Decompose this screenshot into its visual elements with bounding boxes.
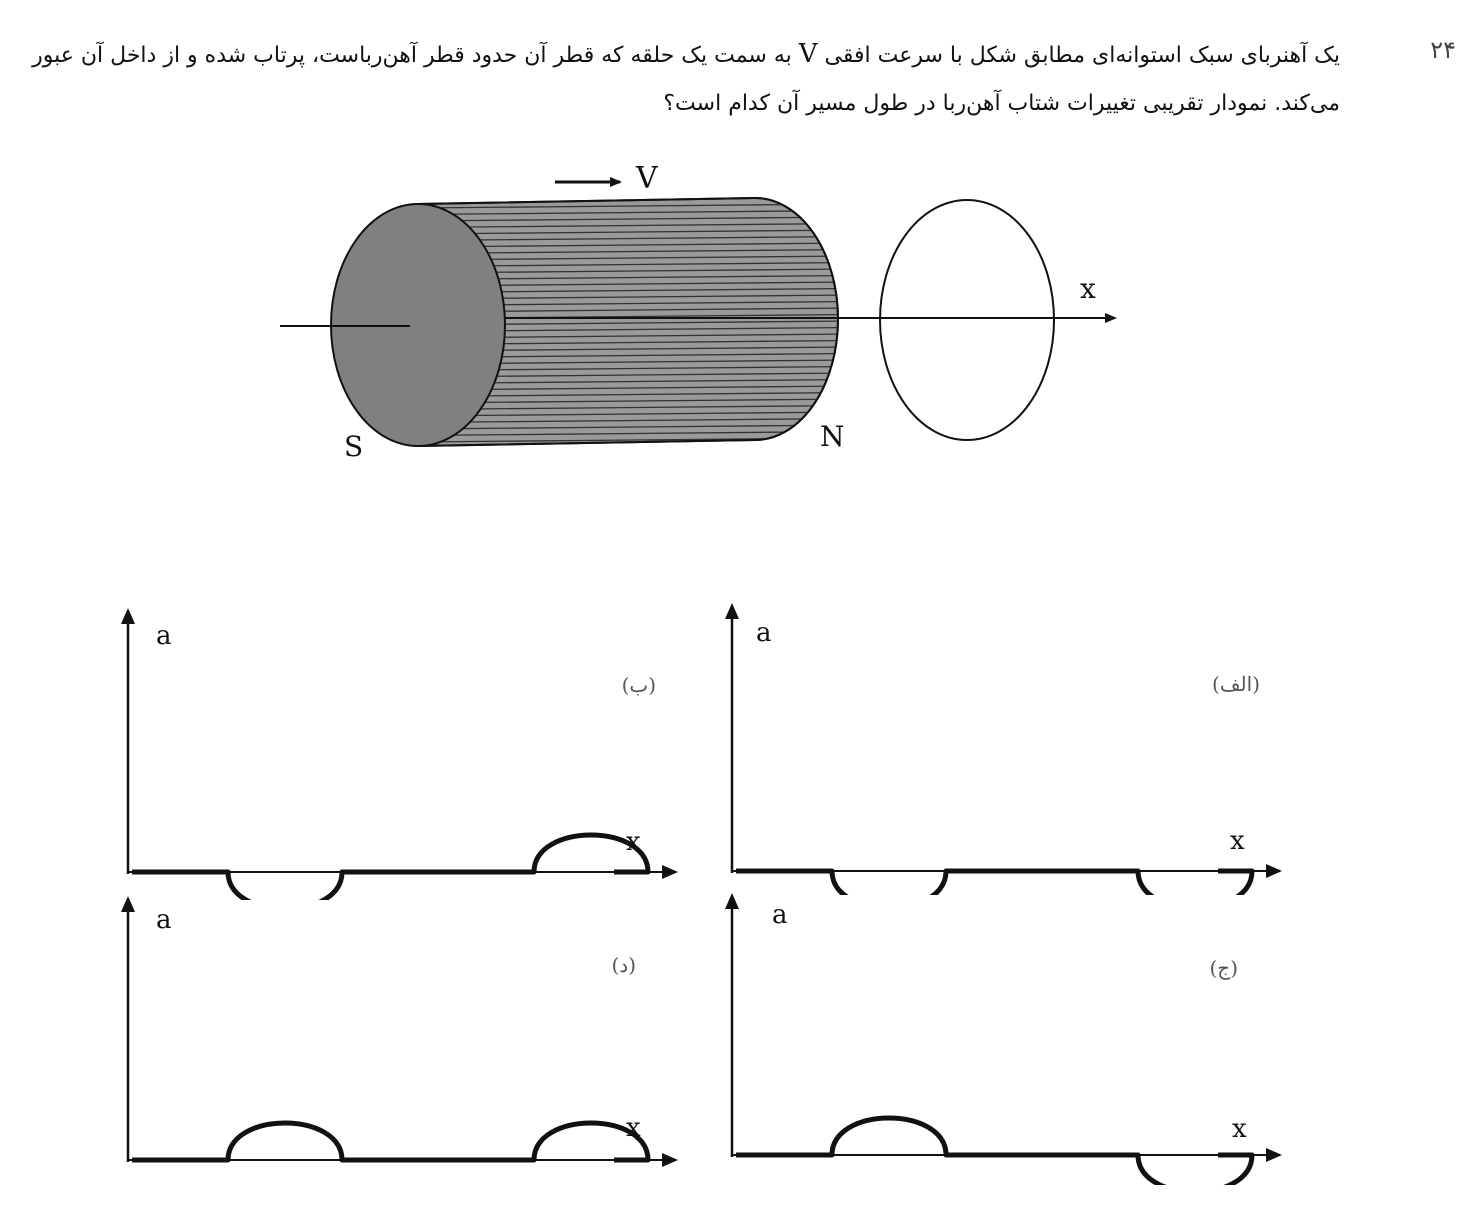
y-axis-arrow [725, 603, 739, 619]
y-axis-label: a [772, 900, 788, 930]
x-axis-label: x [1230, 826, 1245, 856]
acceleration-curve [132, 1123, 648, 1160]
option-dal-svg [116, 888, 706, 1188]
question-text [10, 30, 1340, 128]
conducting-ring [880, 200, 1054, 440]
option-be-svg [116, 600, 706, 900]
x-axis-label: x [626, 1113, 641, 1143]
velocity-label: V [636, 161, 658, 196]
y-axis-label: a [156, 621, 172, 651]
x-axis-label: x [1232, 1114, 1247, 1144]
x-axis-label: x [626, 827, 641, 857]
x-axis-arrow [1266, 864, 1282, 878]
x-axis-arrow [662, 865, 678, 879]
option-jim-graph[interactable] [720, 885, 1310, 1185]
question-text-part1: یک آهنربای سبک استوانه‌ای مطابق شکل با سرعت افقی [824, 43, 1340, 68]
option-label: (ب) [621, 673, 656, 697]
y-axis-label: a [156, 905, 172, 935]
option-be-graph[interactable] [116, 600, 706, 900]
y-axis-arrow [121, 608, 135, 624]
magnet-ring-figure [270, 150, 1140, 480]
velocity-symbol: V [798, 39, 818, 69]
x-axis-arrow [662, 1153, 678, 1167]
option-alef-graph[interactable] [720, 595, 1310, 895]
option-label: (الف) [1212, 672, 1260, 696]
x-axis-arrow [1266, 1148, 1282, 1162]
y-axis-arrow [121, 896, 135, 912]
y-axis-arrow [725, 893, 739, 909]
option-label: (د) [611, 953, 636, 977]
magnet-ring-diagram [270, 150, 1140, 480]
option-dal-graph[interactable] [116, 888, 706, 1188]
pole-label-north: N [820, 420, 845, 453]
option-jim-svg [720, 885, 1310, 1185]
axis-label-x: x [1080, 272, 1096, 305]
option-alef-svg [720, 595, 1310, 895]
y-axis-label: a [756, 618, 772, 648]
question-text-part2: به سمت یک حلقه که قطر آن حدود قطر آهن‌رباست، پرتاب شده و از داخل آن عبور می‌کند. نمودار تقریبی تغییرات شتاب آهن‌ربا در طول مسیر آن کدام است؟ [32, 43, 1340, 116]
option-label: (ج) [1209, 956, 1238, 980]
pole-label-south: S [344, 430, 364, 463]
question-number: ۲۴ [1430, 36, 1456, 64]
acceleration-curve [736, 1118, 1252, 1185]
